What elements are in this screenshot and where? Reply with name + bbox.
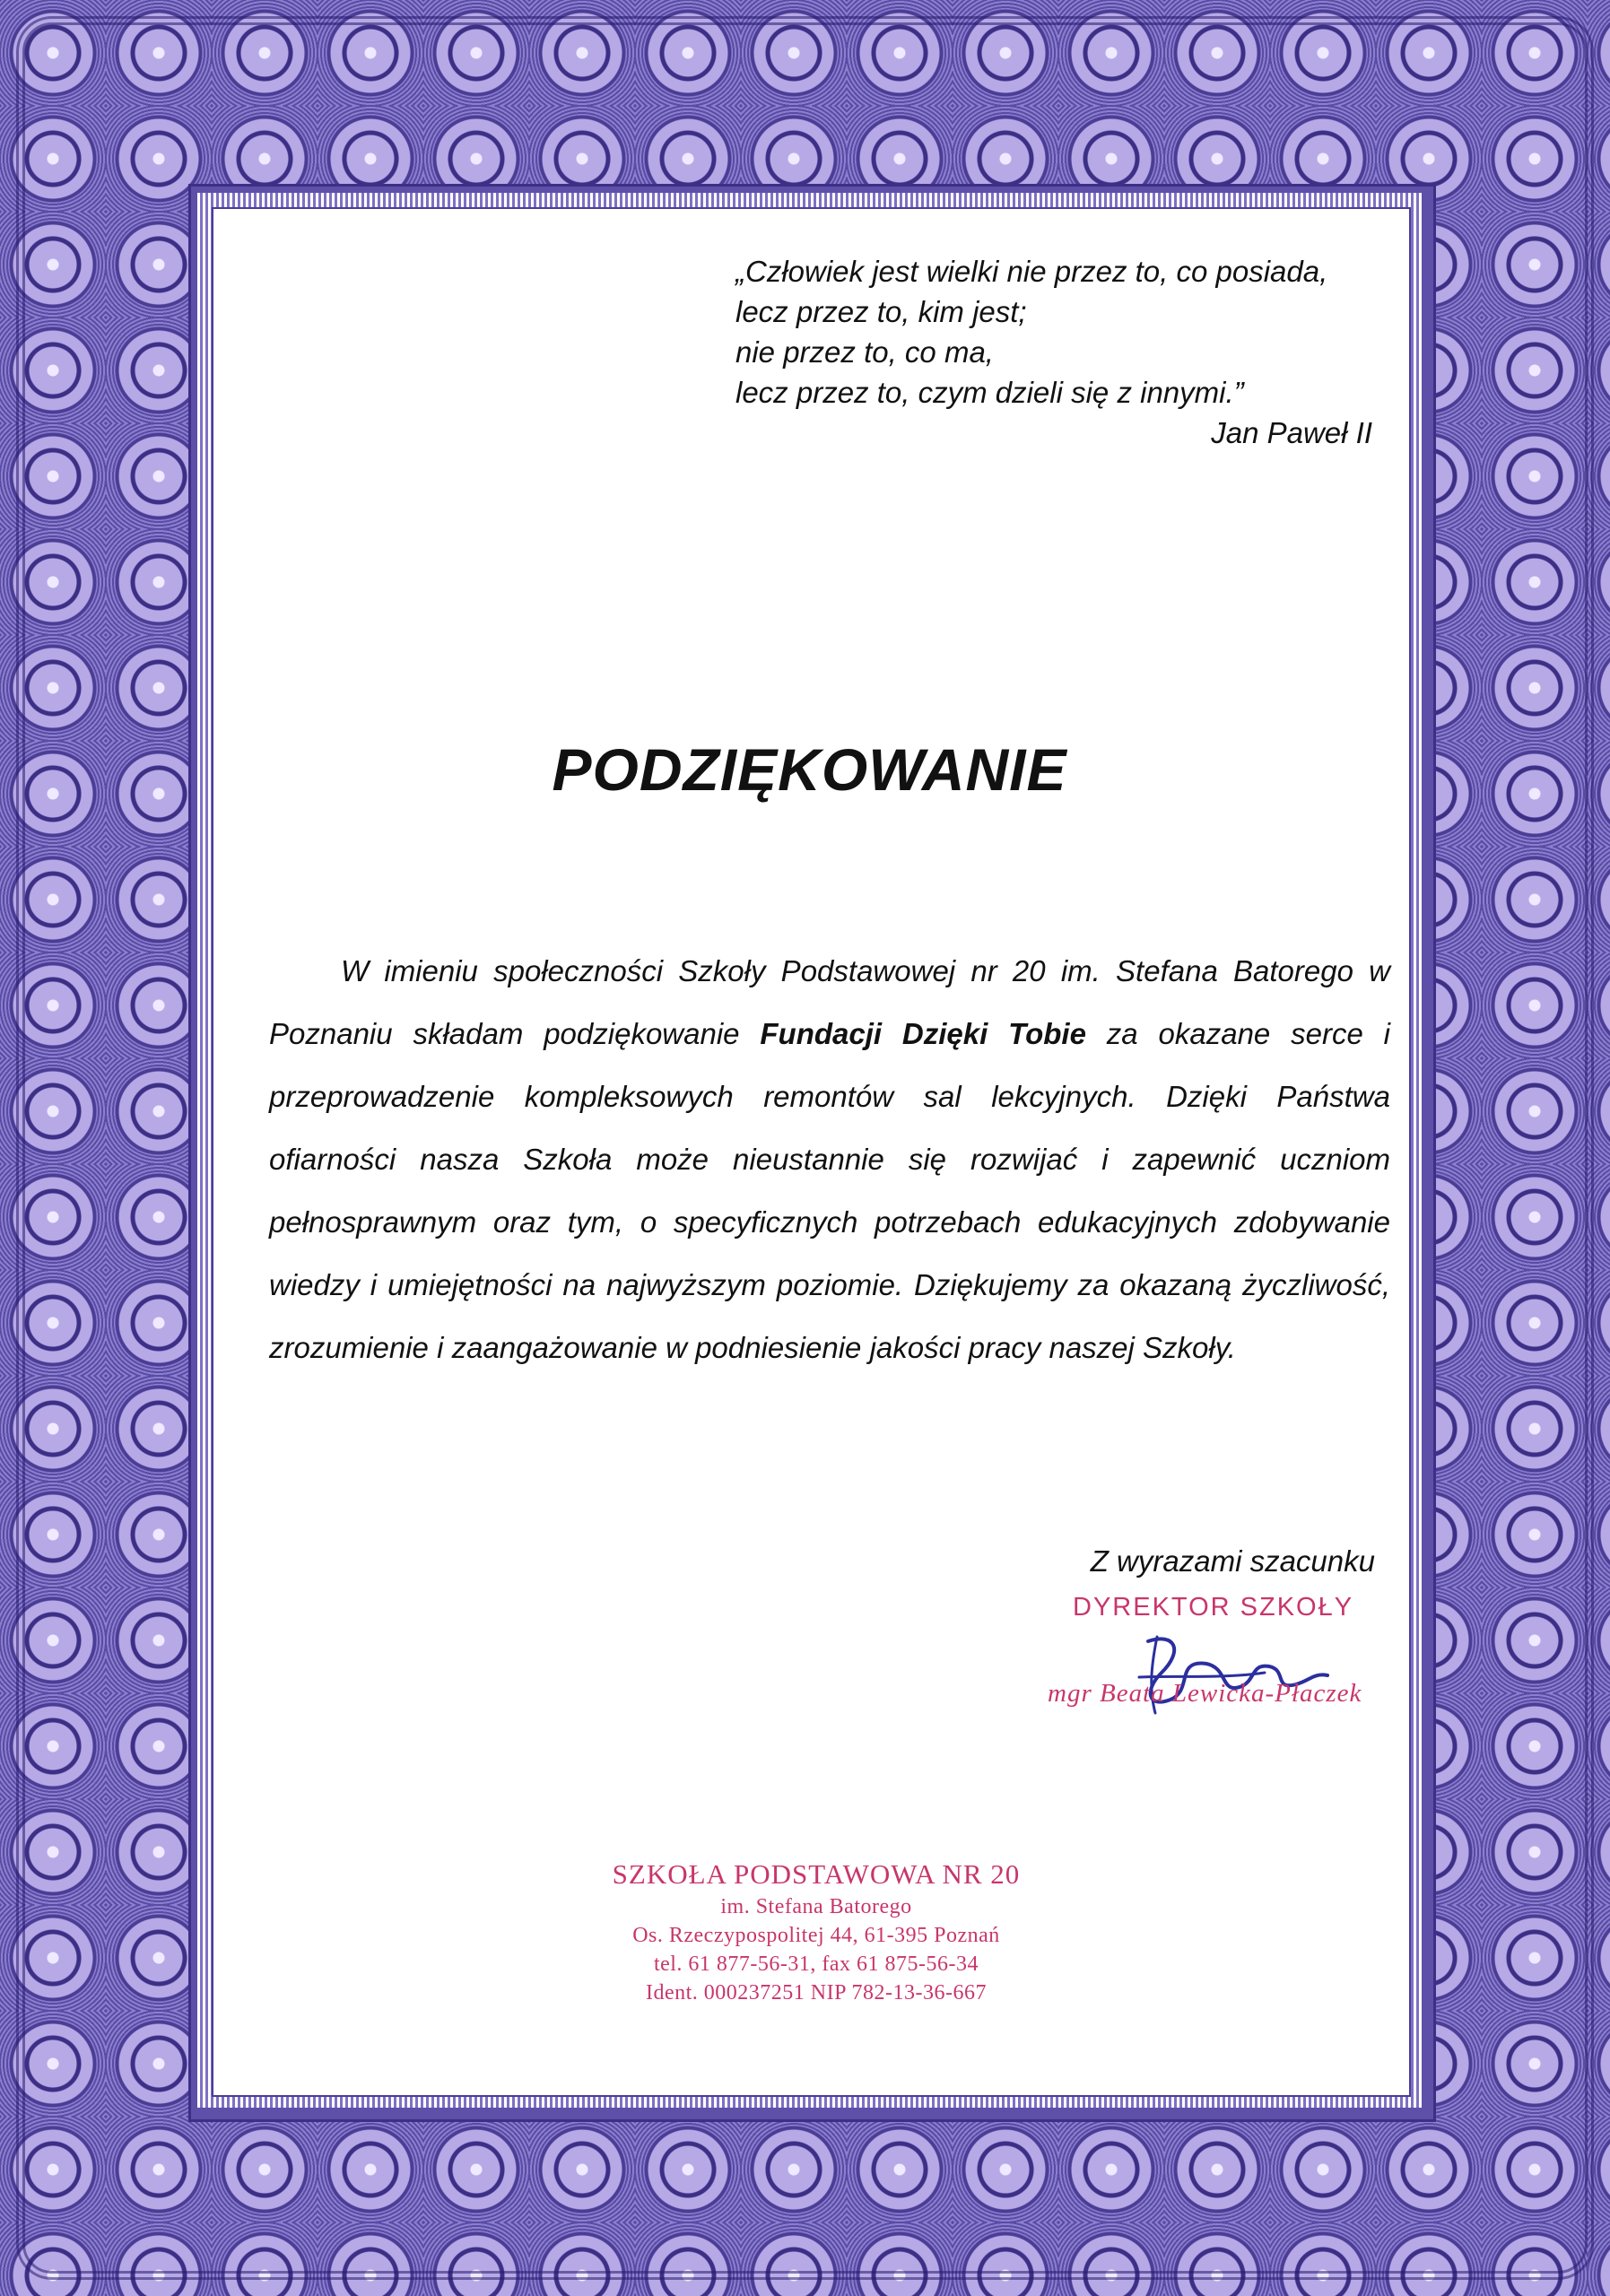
quote-line: „Człowiek jest wielki nie przez to, co posiada, (735, 255, 1328, 288)
school-stamp (502, 1857, 1130, 2007)
closing-greeting: Z wyrazami szacunku (1090, 1544, 1375, 1578)
body-text-start: W imieniu społeczności Szkoły Podstawowej nr 20 im. Stefana Batorego w Poznaniu składam podziękowanie (269, 954, 1390, 1050)
school-patron: im. Stefana Batorego (720, 1895, 912, 1918)
school-name: SZKOŁA PODSTAWOWA NR 20 (612, 1858, 1021, 1890)
foundation-name: Fundacji Dzięki Tobie (760, 1017, 1086, 1050)
director-stamp-role: DYREKTOR SZKOŁY (1073, 1593, 1354, 1622)
quote-line: lecz przez to, kim jest; (735, 295, 1027, 328)
body-paragraph (269, 940, 1390, 1379)
director-stamp-name: mgr Beata Lewicka-Płaczek (1048, 1679, 1362, 1708)
school-ids: Ident. 000237251 NIP 782-13-36-667 (645, 1981, 988, 2005)
document-title: PODZIĘKOWANIE (552, 736, 1067, 803)
school-address: Os. Rzeczypospolitej 44, 61-395 Poznań (632, 1924, 1000, 1947)
quote-line: lecz przez to, czym dzieli się z innymi.” (735, 376, 1244, 409)
body-text-end: za okazane serce i przeprowadzenie kompleksowych remontów sal lekcyjnych. Dzięki Państwa ofiarności nasza Szkoła może nieustannie się rozwijać i zapewnić uczniom pełnosprawnym oraz tym, o specyficznych potrzebach edukacyjnych zdobywanie wiedzy i umiejętności na najwyższym poziomie. Dziękujemy za okazaną życzliwość, zrozumienie i zaangażowanie w podniesienie jakości pracy naszej Szkoły. (269, 1017, 1391, 1364)
epigraph-quote (735, 251, 1390, 453)
quote-author: Jan Paweł II (1211, 416, 1372, 449)
quote-line: nie przez to, co ma, (735, 335, 994, 369)
school-phone: tel. 61 877-56-31, fax 61 875-56-34 (653, 1952, 979, 1976)
